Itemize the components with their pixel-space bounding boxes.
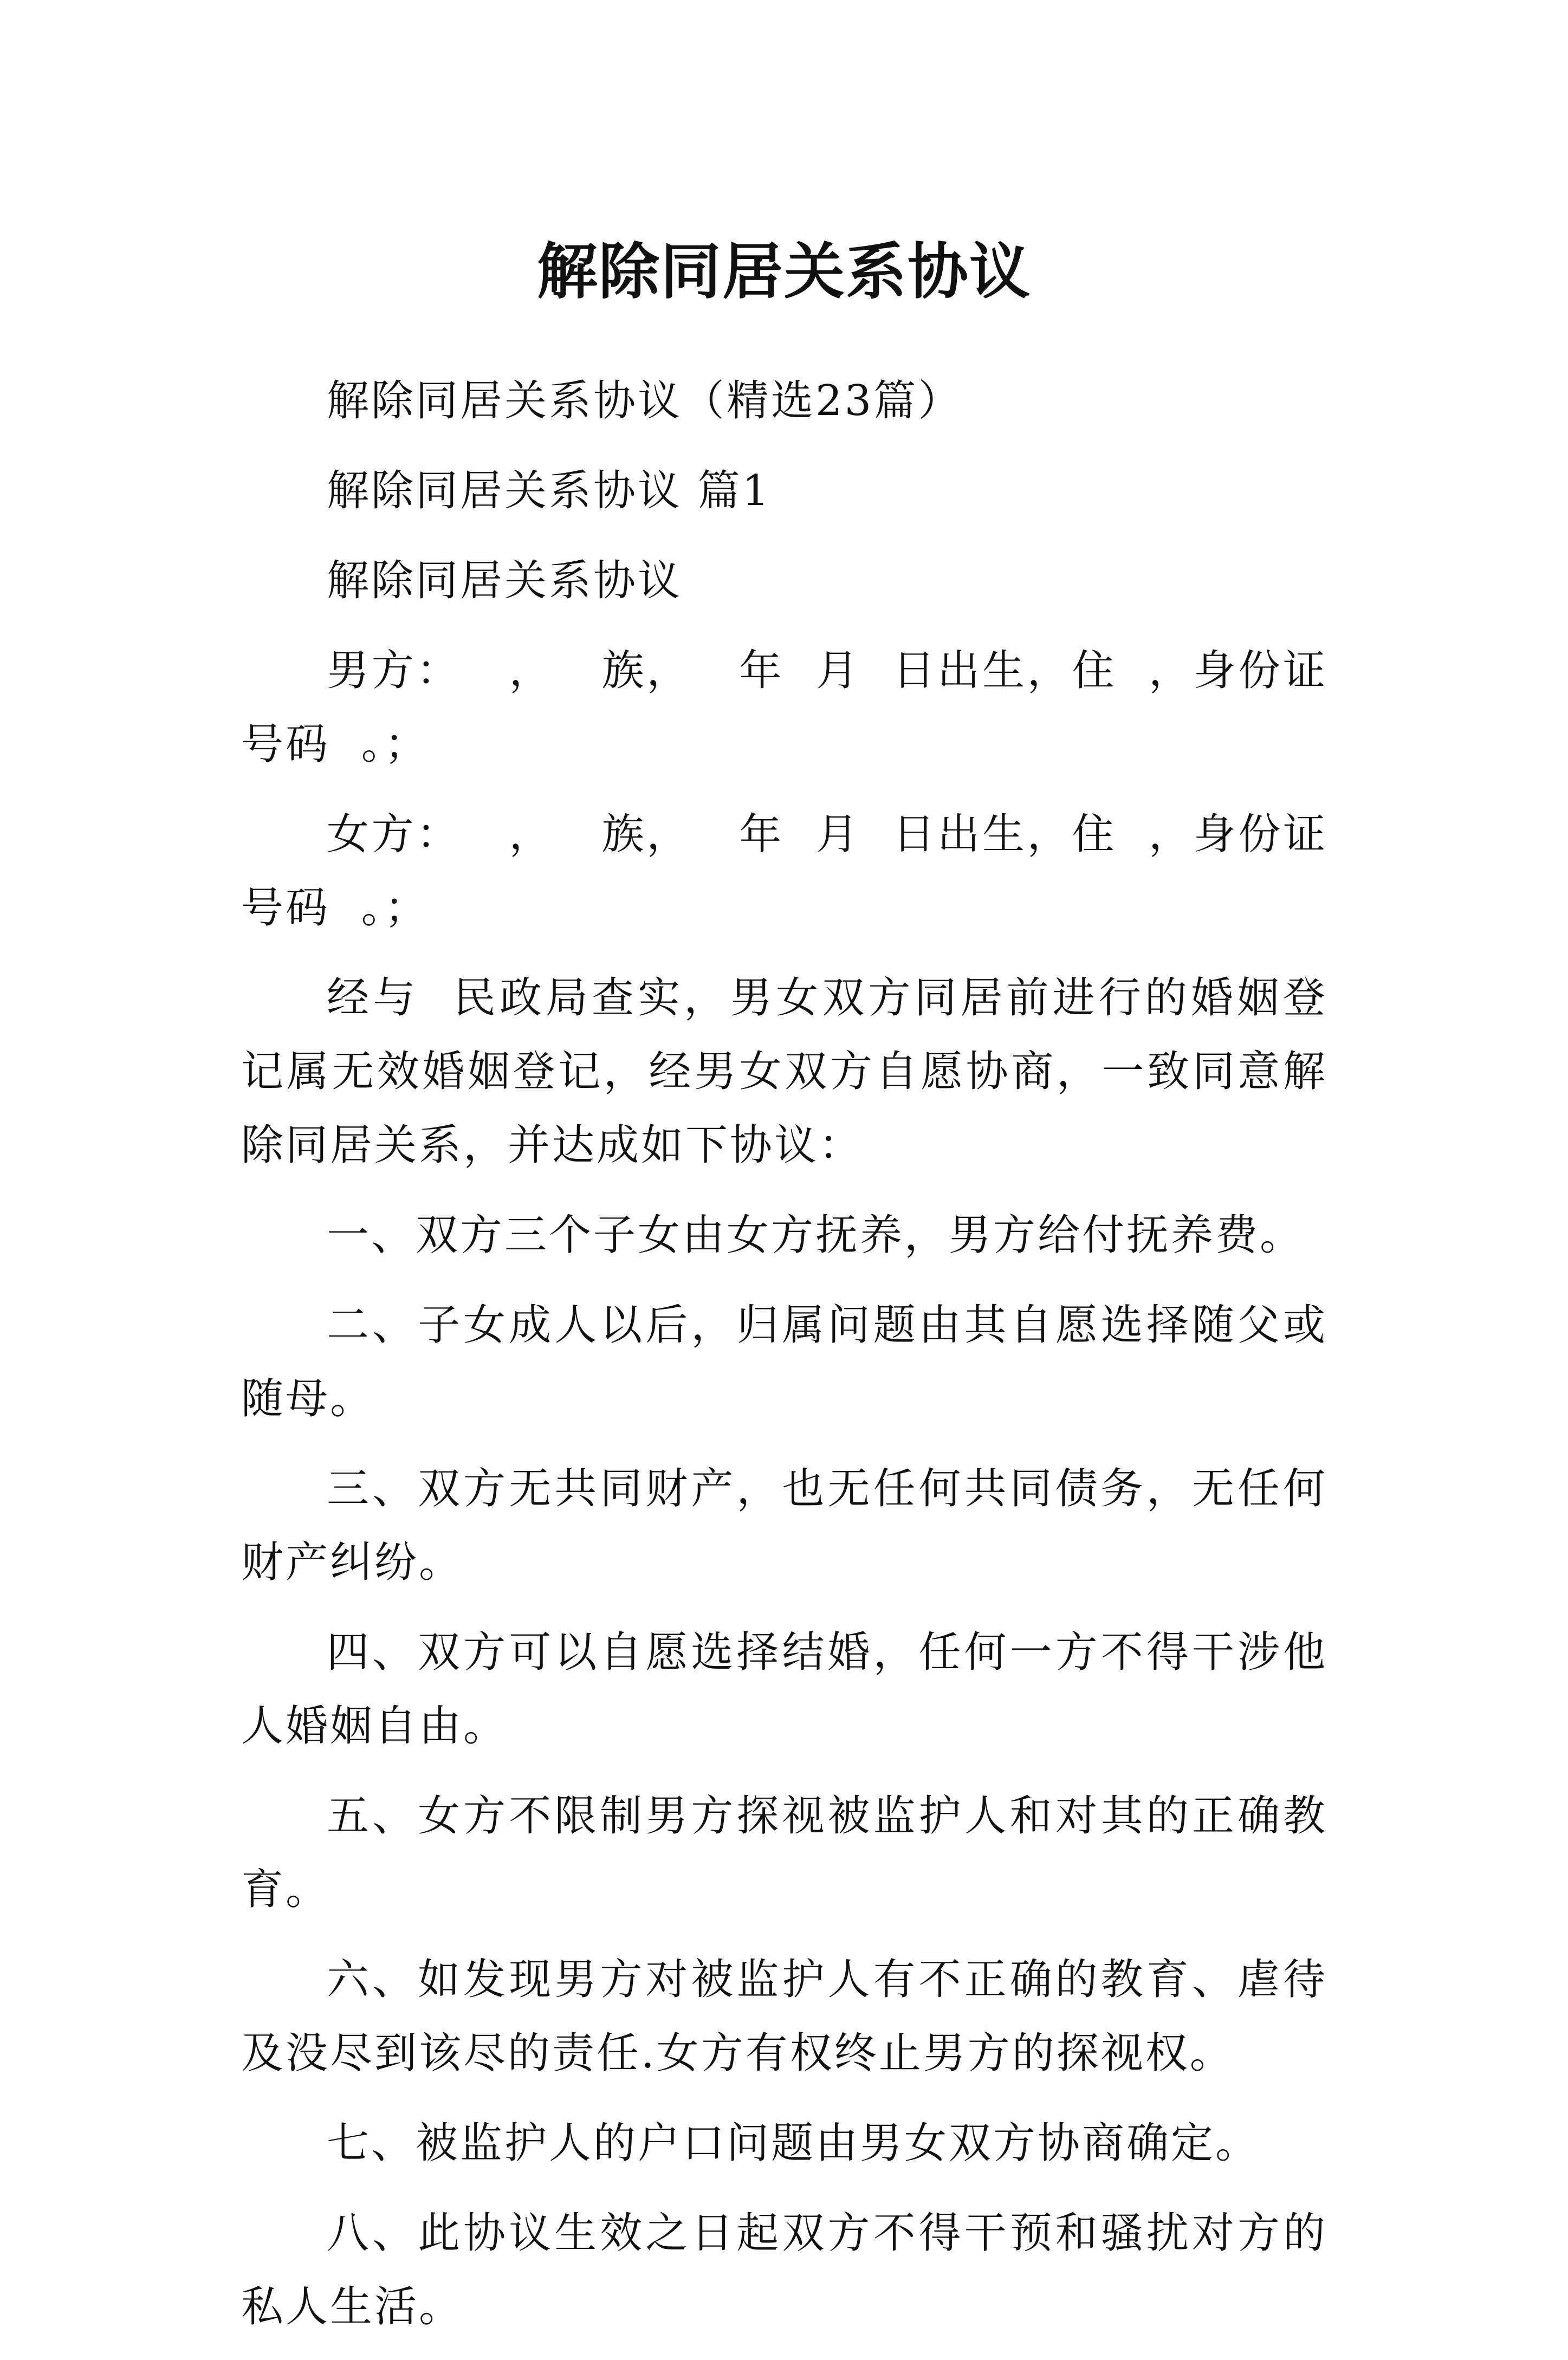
paragraph-male-party: 男方： ， 族， 年 月 日出生，住 ，身份证号码 。； (241, 646, 1327, 769)
document-title: 解除同居关系协议 (537, 236, 1031, 308)
paragraph-clause-2: 二、子女成人以后，归属问题由其自愿选择随父或随母。 (241, 1301, 1327, 1423)
paragraph-clause-5: 五、女方不限制男方探视被监护人和对其的正确教育。 (241, 1792, 1327, 1914)
paragraph-agreement-heading: 解除同居关系协议 (327, 556, 683, 605)
paragraph-clause-1: 一、双方三个子女由女方抚养，男方给付抚养费。 (327, 1211, 1305, 1260)
paragraph-clause-3: 三、双方无共同财产，也无任何共同债务，无任何财产纠纷。 (241, 1464, 1327, 1587)
paragraph-section-heading: 解除同居关系协议 篇1 (327, 466, 772, 515)
paragraph-collection-heading: 解除同居关系协议（精选23篇） (327, 377, 963, 425)
document-body (241, 364, 1327, 2360)
paragraph-clause-6: 六、如发现男方对被监护人有不正确的教育、虐待及没尽到该尽的责任.女方有权终止男方的探视权。 (241, 1955, 1327, 2078)
paragraph-clause-4: 四、双方可以自愿选择结婚，任何一方不得干涉他人婚姻自由。 (241, 1628, 1327, 1750)
paragraph-clause-8: 八、此协议生效之日起双方不得干预和骚扰对方的私人生活。 (241, 2209, 1327, 2331)
paragraph-clause-7: 七、被监护人的户口问题由男女双方协商确定。 (327, 2119, 1260, 2168)
paragraph-female-party: 女方： ， 族， 年 月 日出生，住 ，身份证号码 。； (241, 810, 1327, 932)
paragraph-preamble: 经与 民政局查实，男女双方同居前进行的婚姻登记属无效婚姻登记，经男女双方自愿协商，一致同意解除同居关系，并达成如下协议： (241, 974, 1327, 1170)
